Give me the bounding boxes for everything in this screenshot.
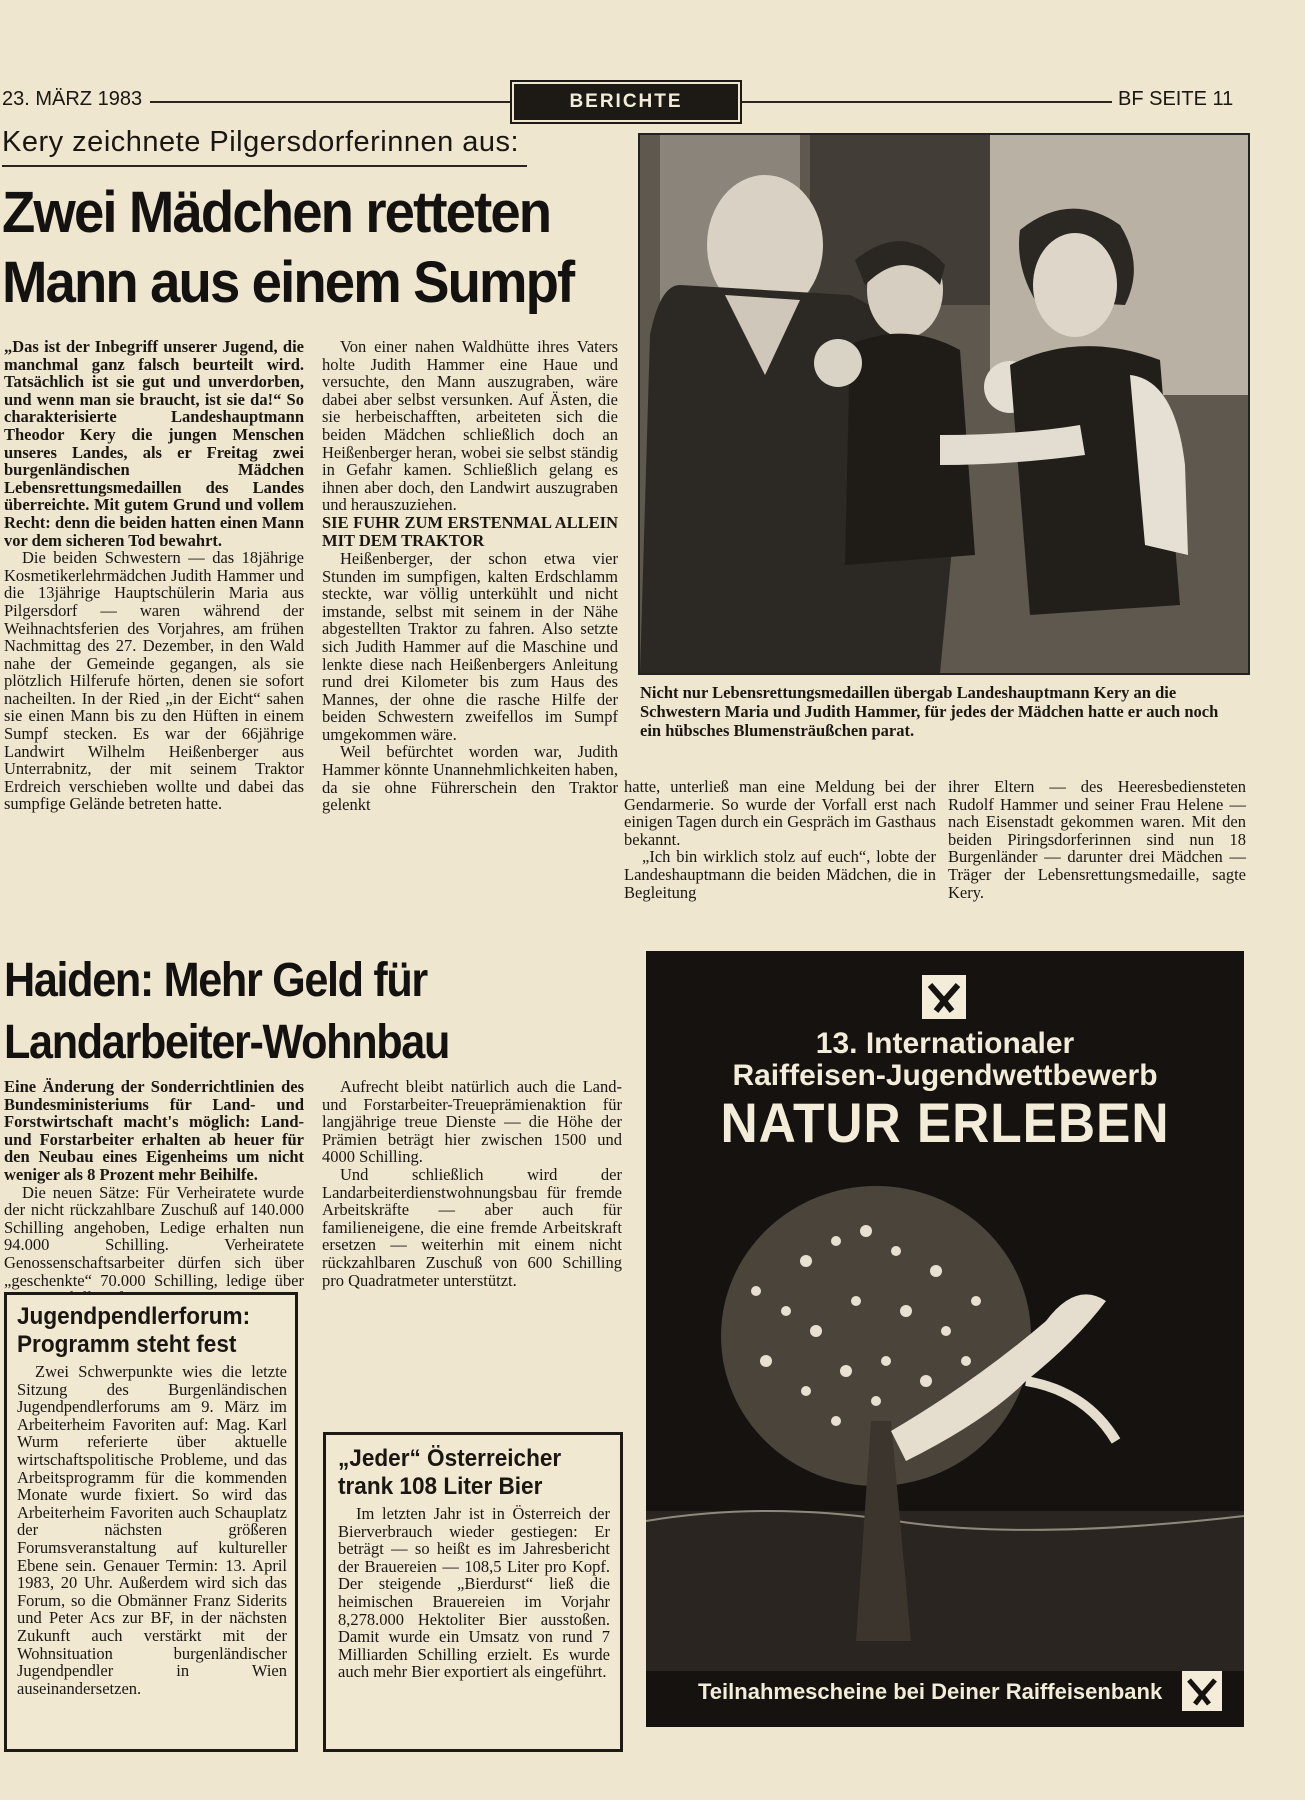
article1-kicker: Kery zeichnete Pilgersdorferinnen aus: xyxy=(2,126,520,158)
raiffeisen-logo-top-icon xyxy=(922,975,966,1019)
award-photo xyxy=(638,133,1250,675)
article2-headline-line2: Landarbeiter-Wohnbau xyxy=(4,1016,450,1069)
page-number: BF SEITE 11 xyxy=(1118,88,1234,110)
issue-date: 23. MÄRZ 1983 xyxy=(2,88,143,110)
kicker-rule xyxy=(2,165,527,167)
article2-paragraph: Aufrecht bleibt natürlich auch die Land- und Forstarbeiter-Treueprämienaktion für langjährige treue Dienste — die Höhe der Prämien beträgt hier zwischen 1500 und 4000 Schilling. xyxy=(322,1077,622,1167)
article1-column-3 xyxy=(624,778,936,901)
article1-column-1 xyxy=(4,338,304,813)
article1-paragraph: „Ich bin wirklich stolz auf euch“, lobte der Landeshauptmann die beiden Mädchen, die in Begleitung xyxy=(624,847,936,902)
box1-title-line2: Programm steht fest xyxy=(17,1331,237,1358)
article1-lead: „Das ist der Inbegriff unserer Jugend, die manchmal ganz falsch beurteilt wird. Tatsächlich ist sie gut und unverdorben, und wenn man sie braucht, ist sie da!“ So charakterisierte Landeshauptmann Theodor Kery die jungen Menschen unseres Landes, als er Freitag zwei burgenländischen Mädchen Lebensrettungsmedaillen des Landes überreichte. Mit gutem Grund und vollem Recht: denn die beiden hatten einen Mann vor dem sicheren Tod bewahrt. xyxy=(4,337,304,550)
article2-lead: Eine Änderung der Sonderrichtlinien des Bundesministeriums für Land- und Forstwirtschaft macht's möglich: Land- und Forstarbeiter erhalten ab heuer für den Neubau eines Eigenheims um nicht weniger als 8 Prozent mehr Beihilfe. xyxy=(4,1077,304,1184)
box2-title-line2: trank 108 Liter Bier xyxy=(338,1473,543,1500)
box1-text: Zwei Schwerpunkte wies die letzte Sitzung des Burgenländischen Jugendpendlerforums am 9. März im Arbeiterheim Favoriten auf: Mag. Karl Wurm referierte über aktuelle wirtschaftspolitische Probleme, und das Arbeitsprogramm für die kommenden Monate wurde fixiert. So wird das Arbeiterheim Favoriten auch Schauplatz der nächsten größeren Forumsveranstaltung auf kultureller Ebene sein. Genauer Termin: 13. April 1983, 20 Uhr. Außerdem wird sich das Forum, so die Obmänner Franz Siderits und Peter Acs zur BF, in der nächsten Zukunft auch verstärkt mit der Wohnsituation burgenländischer Jugendpendler in Wien auseinandersetzen. xyxy=(17,1362,287,1698)
article1-column-2 xyxy=(322,338,618,814)
article1-paragraph: ihrer Eltern — des Heeresbediensteten Rudolf Hammer und seiner Frau Helene — nach Eisenstadt gekommen waren. Mit den beiden Piringsdorferinnen sind nun 18 Burgenländer — darunter drei Mädchen — Träger der Lebensrettungsmedaille, sagte Kery. xyxy=(948,777,1246,902)
box1-title xyxy=(17,1303,271,1359)
bier-box xyxy=(323,1432,623,1752)
raiffeisen-advertisement xyxy=(646,951,1244,1727)
box2-title xyxy=(338,1445,594,1501)
article1-paragraph: hatte, unterließ man eine Meldung bei der Gendarmerie. So wurde der Vorfall erst nach einigen Tagen durch ein Gespräch im Gasthaus bekannt. xyxy=(624,777,936,849)
box2-title-line1: „Jeder“ Österreicher xyxy=(338,1445,562,1472)
article1-paragraph: Weil befürchtet worden war, Judith Hammer könnte Unannehmlichkeiten haben, da sie ohne Führerschein den Traktor gelenkt xyxy=(322,742,618,815)
box1-body xyxy=(17,1363,287,1697)
photo-caption: Nicht nur Lebensrettungsmedaillen übergab Landeshauptmann Kery an die Schwestern Maria und Judith Hammer, für jedes der Mädchen hatte er auch noch ein hübsches Blumensträußchen parat. xyxy=(640,683,1219,740)
header-rule-right xyxy=(742,101,1112,103)
ad-title: NATUR ERLEBEN xyxy=(720,1091,1170,1154)
article1-paragraph: Die beiden Schwestern — das 18jährige Kosmetikerlehrmädchen Judith Hammer und die 13jährige Hauptschülerin Maria aus Pilgersdorf — waren während der Weihnachtsferien des Vorjahres, am frühen Nachmittag des 27. Dezember, in den Wald nahe der Gemeinde gegangen, als sie plötzlich Hilferufe hörten, denen sie sofort nacheilten. In der Ried „in der Eicht“ sahen sie einen Mann bis zu den Hüften in einem Sumpf stecken. Es war der 66jährige Landwirt Wilhelm Heißenberger aus Unterrabnitz, der mit seinem Traktor Erdreich verschieben wollte und dabei das sumpfige Gelände betreten hatte. xyxy=(4,548,304,814)
ad-line2: Raiffeisen-Jugendwettbewerb xyxy=(732,1059,1158,1092)
raiffeisen-logo-bottom-icon xyxy=(1182,1671,1222,1711)
article2-paragraph: Die neuen Sätze: Für Verheiratete wurde der nicht rückzahlbare Zuschuß auf 140.000 Schilling angehoben, Ledige erhalten nun 94.000 Schilling. Verheiratete Genossenschaftsarbeiter dürfen sich über „geschenkte“ 70.000 Schilling, ledige über xyxy=(4,1182,304,1290)
article1-paragraph: Heißenberger, der schon etwa vier Stunden im sumpfigen, kalten Erdschlamm steckte, war völlig unterkühlt und nicht imstande, selbst mit seinem in der Nähe abgestellten Traktor zu fahren. Also setzte sich Judith Hammer auf die Maschine und lenkte diese nach Heißenbergers Anleitung rund drei Kilometer bis zum Haus des Mannes, der ohne die rasche Hilfe der beiden Schwestern zweifellos im Sumpf umgekommen wäre. xyxy=(322,548,618,744)
article2-column-2 xyxy=(322,1078,622,1289)
photo-illustration xyxy=(640,135,1248,673)
article1-headline xyxy=(2,178,622,318)
article2-headline xyxy=(4,950,562,1074)
jugendpendlerforum-box xyxy=(4,1292,298,1752)
article1-subhead: SIE FUHR ZUM ERSTENMAL ALLEIN MIT DEM TRAKTOR xyxy=(322,512,618,550)
article2-paragraph: Und schließlich wird der Landarbeiterdienstwohnungsbau für fremde Arbeitskräfte — aber auch für familieneigene, die eine fremde Arbeitskraft ersetzen — weiterhin mit einem nicht rückzahlbaren Zuschuß von 600 Schilling pro Quadratmeter unterstützt. xyxy=(322,1164,622,1290)
ad-tree-illustration xyxy=(646,1161,1244,1671)
header-rule-left xyxy=(150,101,510,103)
ad-footer-text: Teilnahmescheine bei Deiner Raiffeisenbank xyxy=(698,1679,1163,1704)
ad-line1: 13. Internationaler xyxy=(815,1027,1075,1060)
article1-column-4 xyxy=(948,778,1246,901)
box1-title-line1: Jugendpendlerforum: xyxy=(17,1303,251,1330)
article1-headline-line2: Mann aus einem Sumpf xyxy=(2,250,574,315)
article1-headline-line1: Zwei Mädchen retteten xyxy=(2,180,551,245)
article2-headline-line1: Haiden: Mehr Geld für xyxy=(4,954,427,1007)
article1-paragraph: Von einer nahen Waldhütte ihres Vaters holte Judith Hammer eine Haue und versuchte, den Mann auszugraben, wäre dabei aber selbst versunken. Auf Ästen, die sie herbeischafften, arbeiteten sich die beiden Mädchen schließlich doch an Heißenberger heran, wobei sie selbst ständig in Gefahr kamen. Schließlich gelang es ihnen aber doch, den Landwirt auszugraben und herauszuziehen. xyxy=(322,337,618,515)
box2-text: Im letzten Jahr ist in Österreich der Bierverbrauch wieder gestiegen: Er beträgt — so heißt es im Jahresbericht der Brauereien — 108,5 Liter pro Kopf. Der steigende „Bierdurst“ ließ die heimischen Brauereien im Vorjahr 8,278.000 Hektoliter Bier ausstoßen. Damit wurde ein Umsatz von rund 7 Milliarden Schilling erzielt. Es wurde auch mehr Bier exportiert als eingeführt. xyxy=(338,1504,610,1682)
box2-body xyxy=(338,1505,610,1681)
article2-column-1 xyxy=(4,1078,304,1307)
section-badge: BERICHTE xyxy=(514,84,738,120)
